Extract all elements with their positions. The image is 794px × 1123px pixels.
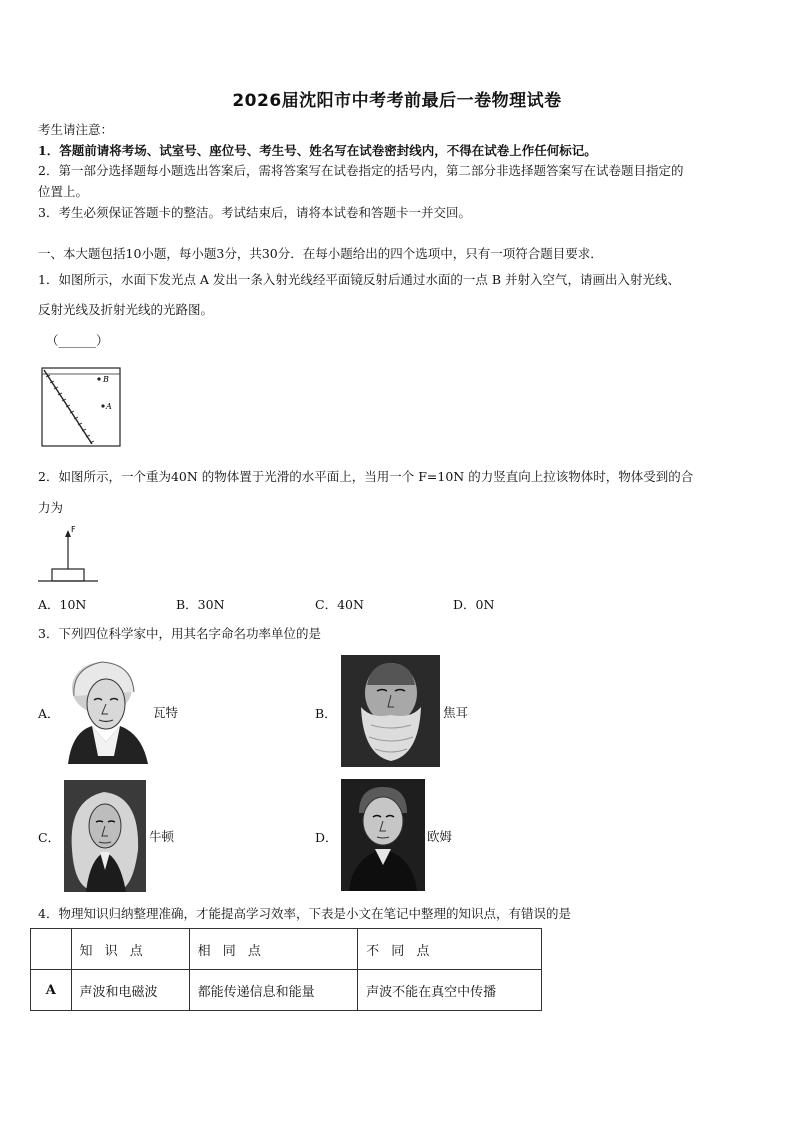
answer-blank: （______） (46, 333, 109, 348)
table-cell: 都能传递信息和能量 (189, 970, 357, 1011)
table-header-cell (31, 929, 72, 970)
notice-item-3: 3．考生必须保证答题卡的整洁。考试结束后，请将本试卷和答题卡一并交回。 (38, 205, 471, 220)
notice-item-1: 1．答题前请将考场、试室号、座位号、考生号、姓名写在试卷密封线内，不得在试卷上作任何标记。 (38, 143, 597, 158)
q2-option-b: B．30N (176, 597, 225, 612)
notice-heading: 考生请注意： (38, 122, 114, 137)
portrait-watt (64, 656, 150, 764)
plane-mirror (44, 370, 92, 444)
question-1-line-2: 反射光线及折射光线的光路图。 (38, 302, 214, 317)
question-2-line-2: 力为 (38, 500, 64, 515)
label-a: A (106, 402, 112, 411)
q3-choice-d-name: 欧姆 (427, 829, 453, 844)
q3-choice-a-name: 瓦特 (153, 705, 179, 720)
table-cell: 声波和电磁波 (71, 970, 189, 1011)
notice-item-2-cont: 位置上。 (38, 184, 89, 199)
question-4: 4．物理知识归纳整理准确，才能提高学习效率，下表是小文在笔记中整理的知识点，有错误的是 (38, 906, 571, 921)
portrait-joule (341, 655, 440, 767)
block (52, 569, 84, 581)
q2-option-a: A．10N (38, 597, 87, 612)
exam-title: 2026届沈阳市中考考前最后一卷物理试卷 (232, 91, 562, 111)
q3-choice-c-name: 牛顿 (149, 829, 175, 844)
table-cell: A (31, 970, 72, 1011)
q3-choice-a-letter: A． (38, 706, 60, 721)
table-header-cell: 不 同 点 (358, 929, 542, 970)
label-b: B (103, 375, 109, 384)
q3-choice-c-letter: C． (38, 830, 61, 845)
question-1-line-1: 1．如图所示，水面下发光点 A 发出一条入射光线经平面镜反射后通过水面的一点 B 并射入空气，请画出入射光线、 (38, 272, 681, 287)
table-cell: 声波不能在真空中传播 (358, 970, 542, 1011)
table-header-row (31, 929, 542, 970)
force-label: F (71, 525, 76, 534)
section-heading: 一、本大题包括10小题，每小题3分，共30分．在每小题给出的四个选项中，只有一项符合题目要求． (38, 246, 603, 261)
knowledge-table (30, 928, 542, 1011)
force-diagram (38, 525, 100, 585)
q2-option-c: C．40N (315, 597, 364, 612)
portrait-ohm (341, 779, 425, 891)
portrait-newton (64, 780, 146, 892)
table-row (31, 970, 542, 1011)
point-a (101, 404, 104, 407)
table-header-cell: 相 同 点 (189, 929, 357, 970)
notice-item-2: 2．第一部分选择题每小题选出答案后，需将答案写在试卷指定的括号内，第二部分非选择题答案写在试卷题目指定的 (38, 163, 684, 178)
q2-option-d: D．0N (453, 597, 495, 612)
q3-choice-b-letter: B． (315, 706, 337, 721)
q3-choice-d-letter: D． (315, 830, 338, 845)
table-header-cell: 知 识 点 (71, 929, 189, 970)
mirror-water-diagram (40, 366, 122, 448)
q3-choice-b-name: 焦耳 (443, 705, 469, 720)
question-2-line-1: 2．如图所示，一个重为40N 的物体置于光滑的水平面上，当用一个 F=10N 的力竖直向上拉该物体时，物体受到的合 (38, 469, 694, 484)
point-b (97, 377, 100, 380)
question-3: 3．下列四位科学家中，用其名字命名功率单位的是 (38, 626, 321, 641)
